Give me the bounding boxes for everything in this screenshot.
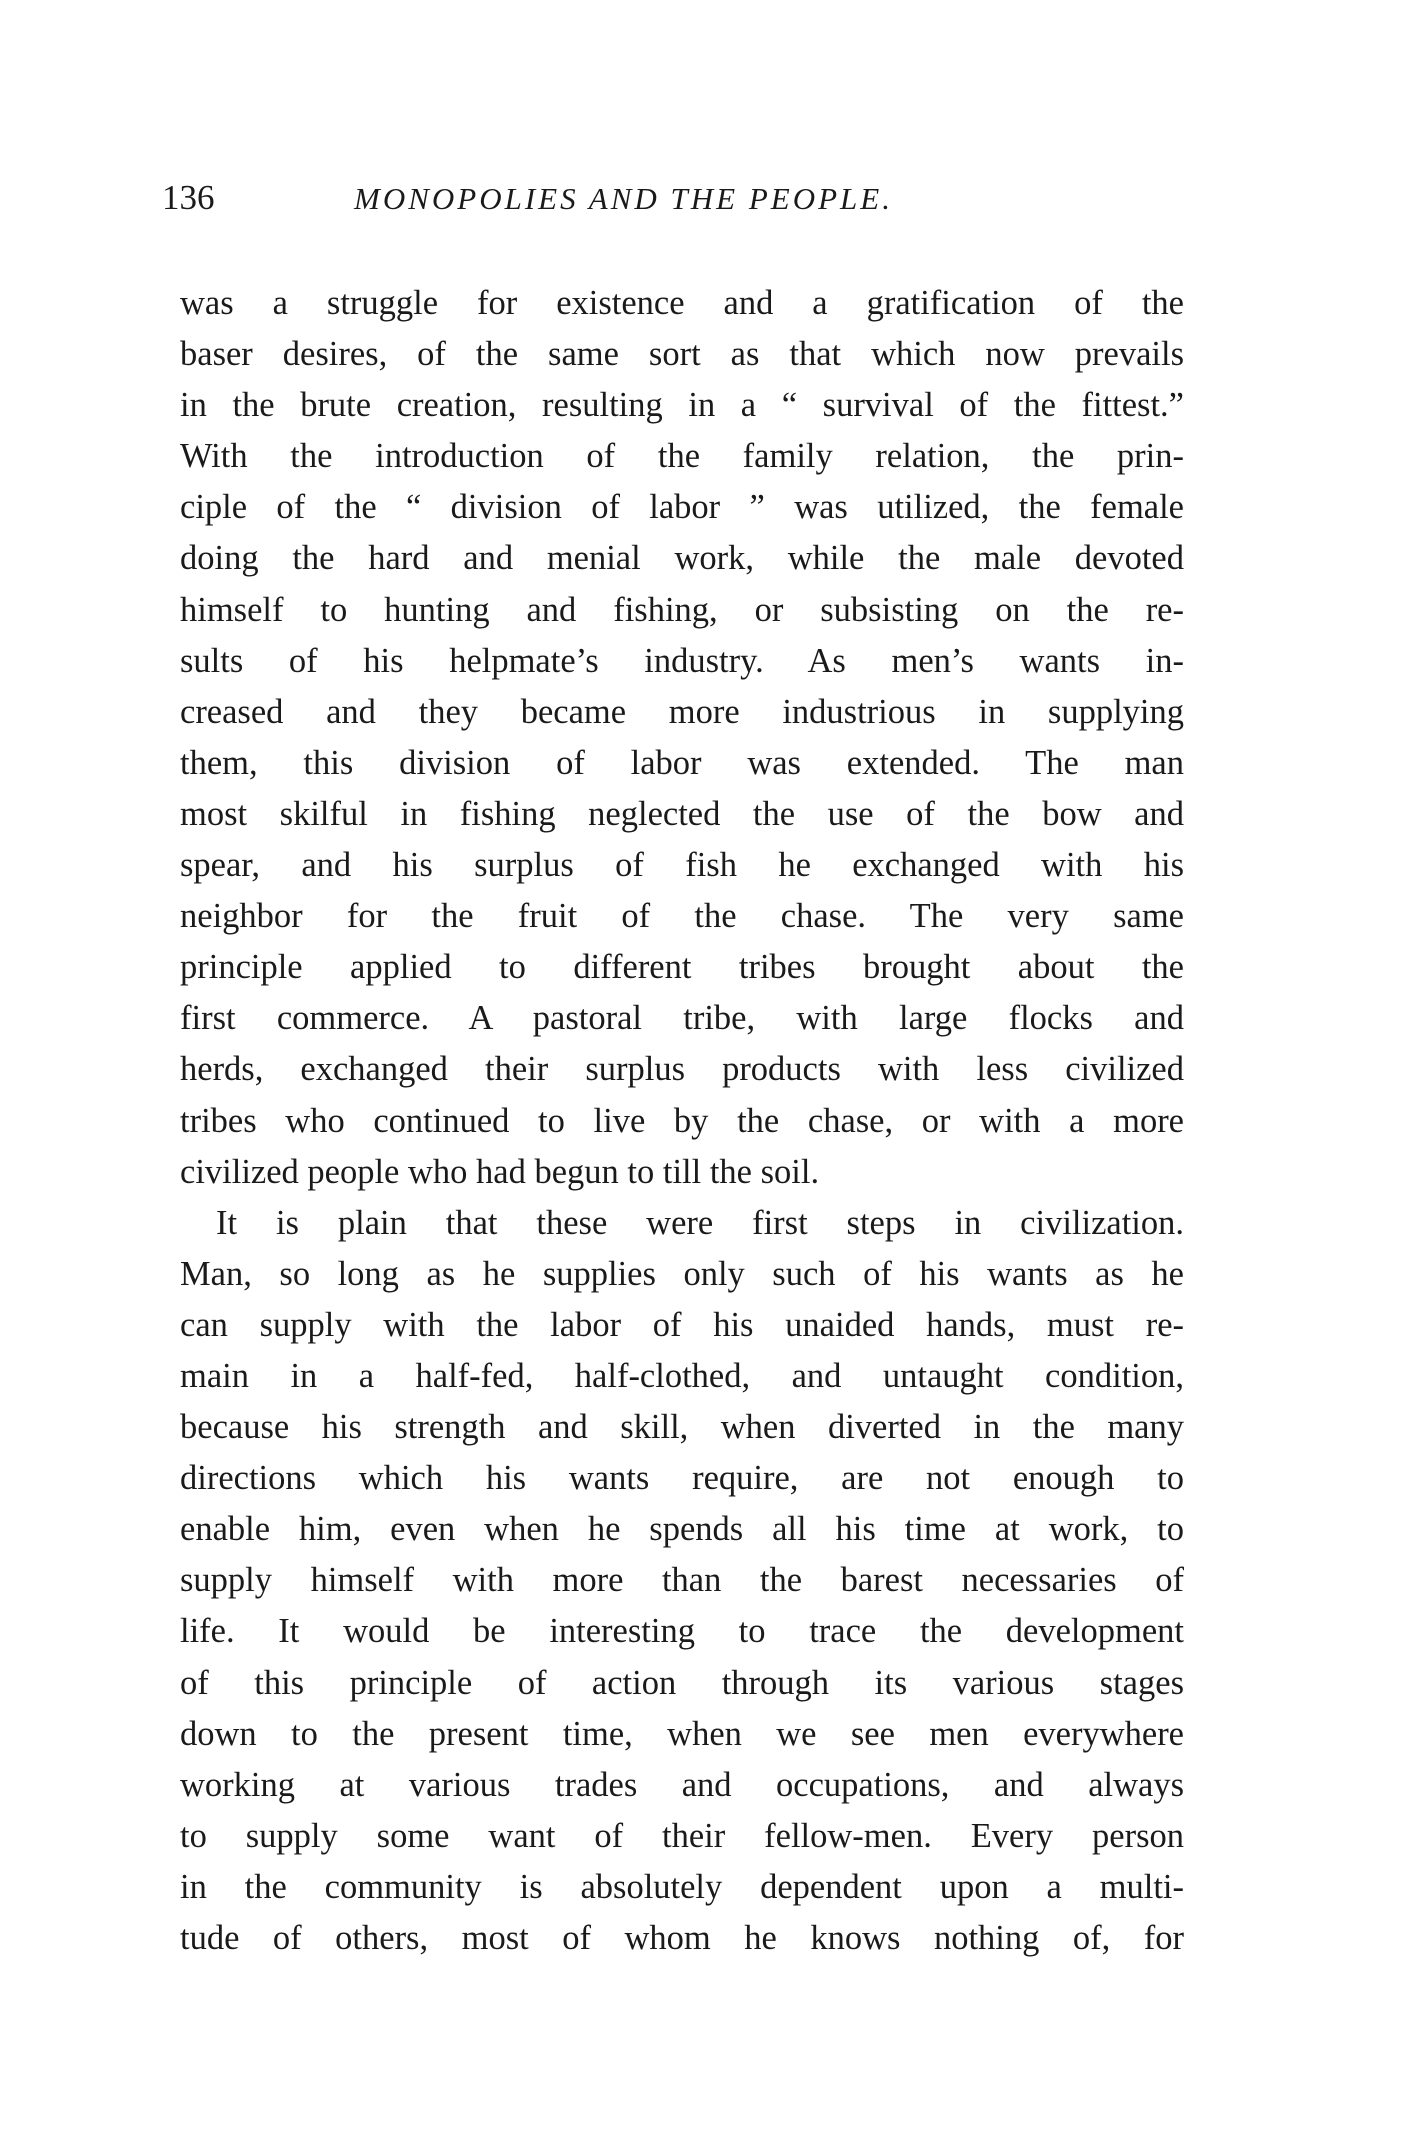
paragraph xyxy=(180,1198,1184,1964)
text-line: working at various trades and occupations, and always xyxy=(180,1765,1184,1804)
text-line: sults of his helpmate’s industry. As men’s wants in- xyxy=(180,641,1184,680)
text-line: can supply with the labor of his unaided hands, must re- xyxy=(180,1305,1184,1344)
text-line: of this principle of action through its various stages xyxy=(180,1663,1184,1702)
page-number: 136 xyxy=(162,178,215,217)
text-line: to supply some want of their fellow-men. Every person xyxy=(180,1816,1184,1855)
text-line: supply himself with more than the barest necessaries of xyxy=(180,1561,1184,1600)
text-line: them, this division of labor was extended. The man xyxy=(180,743,1184,782)
running-title: MONOPOLIES AND THE PEOPLE. xyxy=(354,181,893,216)
text-line: doing the hard and menial work, while the male devoted xyxy=(180,539,1184,578)
text-line: creased and they became more industrious in supplying xyxy=(180,692,1184,731)
text-line: down to the present time, when we see men everywhere xyxy=(180,1714,1184,1753)
text-line: because his strength and skill, when diverted in the many xyxy=(180,1408,1184,1447)
text-line: life. It would be interesting to trace the development xyxy=(180,1612,1184,1651)
text-line: in the brute creation, resulting in a “ survival of the fittest.” xyxy=(180,386,1184,425)
text-line: baser desires, of the same sort as that which now prevails xyxy=(180,335,1184,374)
text-line: was a struggle for existence and a gratification of the xyxy=(180,284,1184,322)
text-line: himself to hunting and fishing, or subsisting on the re- xyxy=(180,590,1184,629)
text-line: herds, exchanged their surplus products with less civilized xyxy=(180,1050,1184,1089)
text-line: in the community is absolutely dependent upon a multi- xyxy=(180,1867,1184,1906)
text-line: enable him, even when he spends all his time at work, to xyxy=(180,1510,1184,1549)
text-line: tude of others, most of whom he knows nothing of, for xyxy=(180,1919,1184,1957)
running-header xyxy=(162,178,893,218)
text-line: Man, so long as he supplies only such of his wants as he xyxy=(180,1254,1184,1293)
paragraph xyxy=(180,278,1184,1198)
text-line: tribes who continued to live by the chase, or with a more xyxy=(180,1101,1184,1140)
text-line: ciple of the “ division of labor ” was utilized, the female xyxy=(180,488,1184,527)
text-line: most skilful in fishing neglected the use of the bow and xyxy=(180,794,1184,833)
text-line: directions which his wants require, are not enough to xyxy=(180,1459,1184,1498)
text-line: civilized people who had begun to till the soil. xyxy=(180,1152,820,1191)
text-line: With the introduction of the family relation, the prin- xyxy=(180,437,1184,476)
text-line: principle applied to different tribes brought about the xyxy=(180,948,1184,987)
text-line: spear, and his surplus of fish he exchanged with his xyxy=(180,846,1184,885)
text-line: main in a half-fed, half-clothed, and untaught condition, xyxy=(180,1356,1184,1395)
page-body xyxy=(180,278,1184,1964)
text-line: neighbor for the fruit of the chase. The very same xyxy=(180,897,1184,936)
text-line: first commerce. A pastoral tribe, with large flocks and xyxy=(180,999,1184,1038)
text-line: It is plain that these were first steps in civilization. xyxy=(216,1203,1184,1242)
